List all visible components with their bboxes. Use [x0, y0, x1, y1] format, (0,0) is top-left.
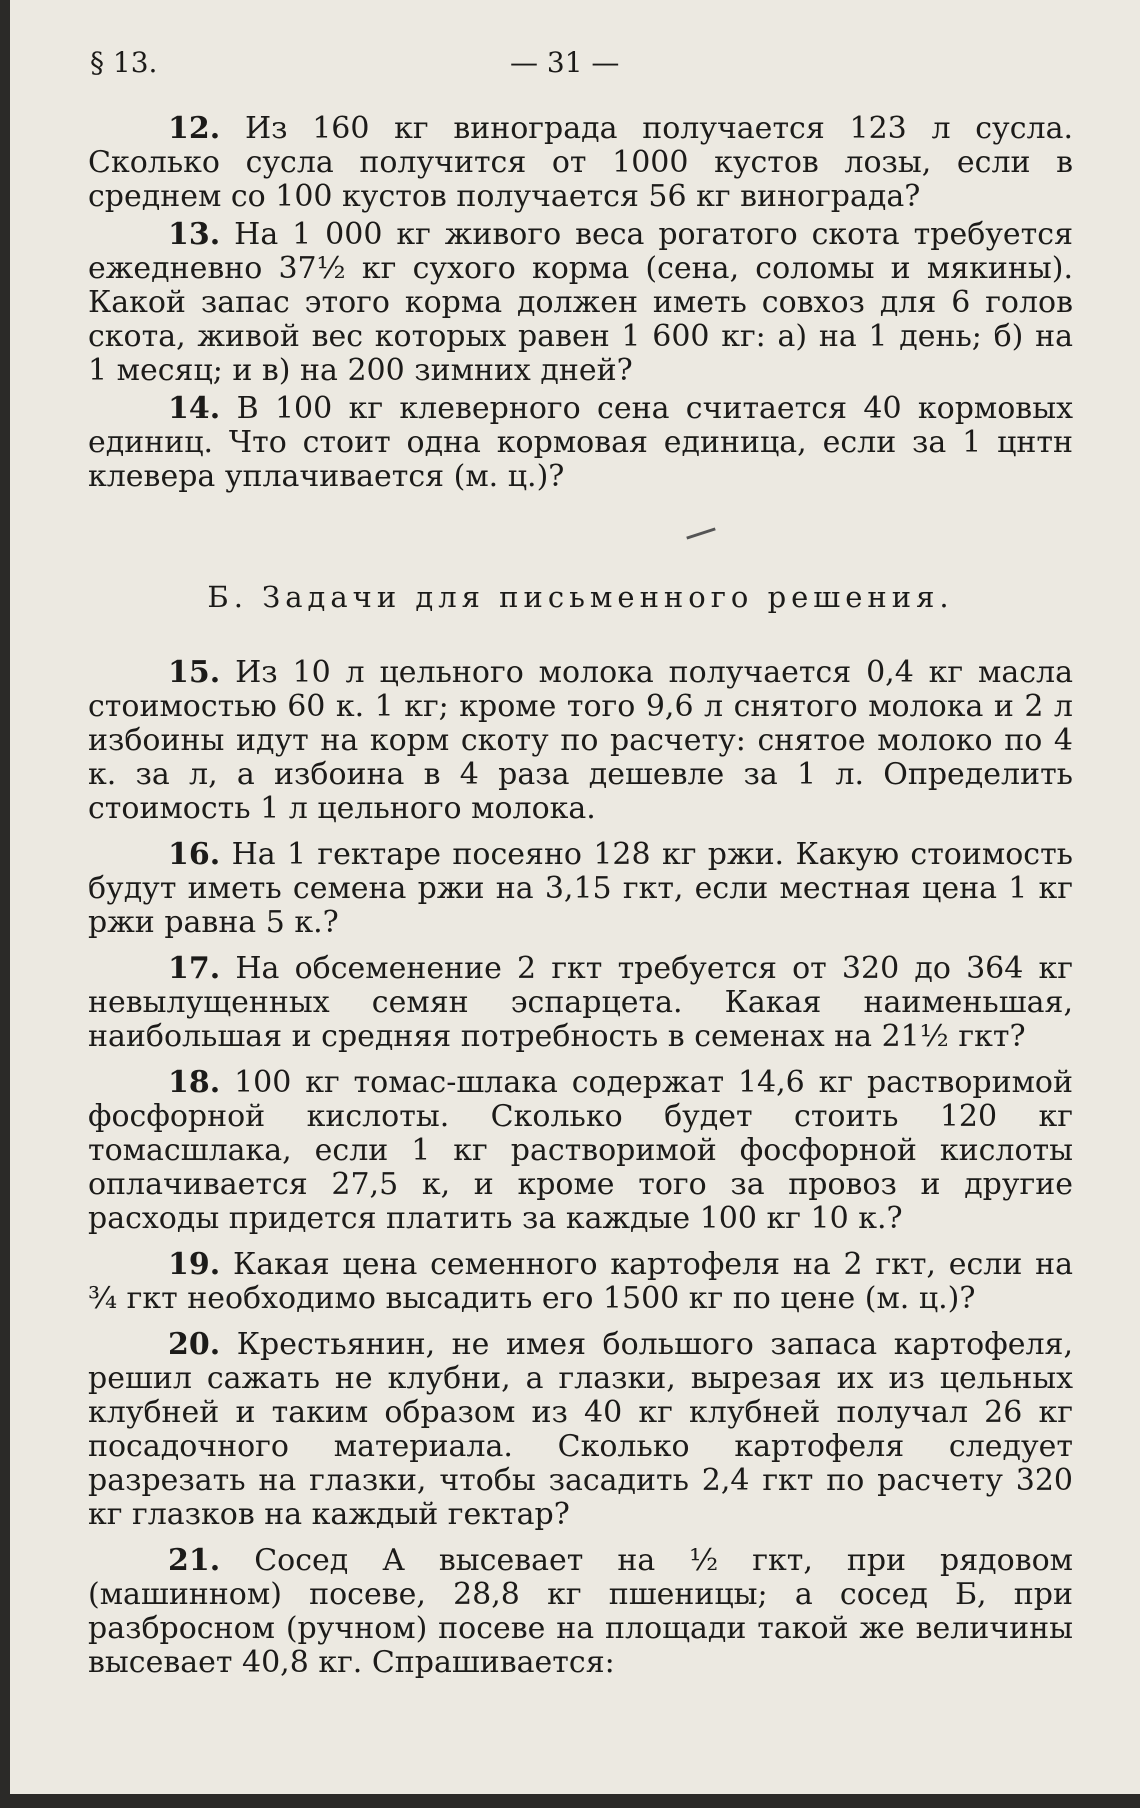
problem-text: Сосед А высевает на ½ гкт, при рядовом (машинном) посеве, 28,8 кг пшеницы; а сосед Б, при разбросном (ручном) посеве на площади такой же величины высевает 40,8 кг. Спрашивается: — [88, 1543, 1073, 1680]
problem-17 — [88, 952, 1073, 1054]
problem-number: 18. — [168, 1065, 221, 1100]
page-text — [88, 112, 1073, 1684]
problem-number: 17. — [168, 951, 221, 986]
problem-16 — [88, 838, 1073, 940]
problem-21 — [88, 1544, 1073, 1680]
scan-edge-bottom — [0, 1794, 1140, 1808]
problem-number: 21. — [168, 1543, 221, 1578]
section-number: § 13. — [90, 46, 158, 79]
problem-number: 20. — [168, 1327, 221, 1362]
problem-number: 19. — [168, 1247, 221, 1282]
problem-number: 13. — [168, 217, 221, 252]
part-b-problem-list — [88, 656, 1073, 1680]
problem-13 — [88, 218, 1073, 388]
problem-text: Какая цена семенного картофеля на 2 гкт, если на ¾ гкт необходимо высадить его 1500 кг по цене (м. ц.)? — [88, 1247, 1073, 1316]
problem-text: Из 10 л цельного молока получается 0,4 кг масла стоимостью 60 к. 1 кг; кроме того 9,6 л снятого молока и 2 л избоины идут на корм скоту по расчету: снятое молоко по 4 к. за л, а избоина в 4 раза дешевле за 1 л. Определить стоимость 1 л цельного молока. — [88, 655, 1073, 826]
problem-text: На 1 000 кг живого веса рогатого скота требуется ежедневно 37½ кг сухого корма (сена, соломы и мякины). Какой запас этого корма должен иметь совхоз для 6 голов скота, живой вес которых равен 1 600 кг: а) на 1 день; б) на 1 месяц; и в) на 200 зимних дней? — [88, 217, 1073, 388]
problem-18 — [88, 1066, 1073, 1236]
problem-text: 100 кг томас-шлака содержат 14,6 кг растворимой фосфорной кислоты. Сколько будет стоить 120 кг томасшлака, если 1 кг растворимой фосфорной кислоты оплачивается 27,5 к, и кроме того за провоз и другие расходы придется платить за каждые 100 кг 10 к.? — [88, 1065, 1073, 1236]
problem-text: На обсеменение 2 гкт требуется от 320 до 364 кг невылущенных семян эспарцета. Какая наименьшая, наибольшая и средняя потребность в семенах на 21½ гкт? — [88, 951, 1073, 1054]
page-number: — 31 — — [510, 46, 620, 79]
problem-15 — [88, 656, 1073, 826]
part-a-problem-list — [88, 112, 1073, 494]
scan-edge-left — [0, 0, 10, 1808]
problem-19 — [88, 1248, 1073, 1316]
problem-text: В 100 кг клеверного сена считается 40 кормовых единиц. Что стоит одна кормовая единица, если за 1 цнтн клевера уплачивается (м. ц.)? — [88, 391, 1073, 494]
problem-text: Из 160 кг винограда получается 123 л сусла. Сколько сусла получится от 1000 кустов лозы, если в среднем со 100 кустов получается 56 кг винограда? — [88, 111, 1073, 214]
problem-number: 15. — [168, 655, 221, 690]
problem-14 — [88, 392, 1073, 494]
problem-12 — [88, 112, 1073, 214]
section-heading: Б. Задачи для письменного решения. — [207, 580, 954, 614]
problem-number: 12. — [168, 111, 221, 146]
problem-number: 14. — [168, 391, 221, 426]
problem-number: 16. — [168, 837, 221, 872]
problem-20 — [88, 1328, 1073, 1532]
problem-text: Крестьянин, не имея большого запаса картофеля, решил сажать не клубни, а глазки, вырезая их из цельных клубней и таким образом из 40 кг клубней получал 26 кг посадочного материала. Сколько картофеля следует разрезать на глазки, чтобы засадить 2,4 гкт по расчету 320 кг глазков на каждый гектар? — [88, 1327, 1073, 1532]
problem-text: На 1 гектаре посеяно 128 кг ржи. Какую стоимость будут иметь семена ржи на 3,15 гкт, если местная цена 1 кг ржи равна 5 к.? — [88, 837, 1073, 940]
